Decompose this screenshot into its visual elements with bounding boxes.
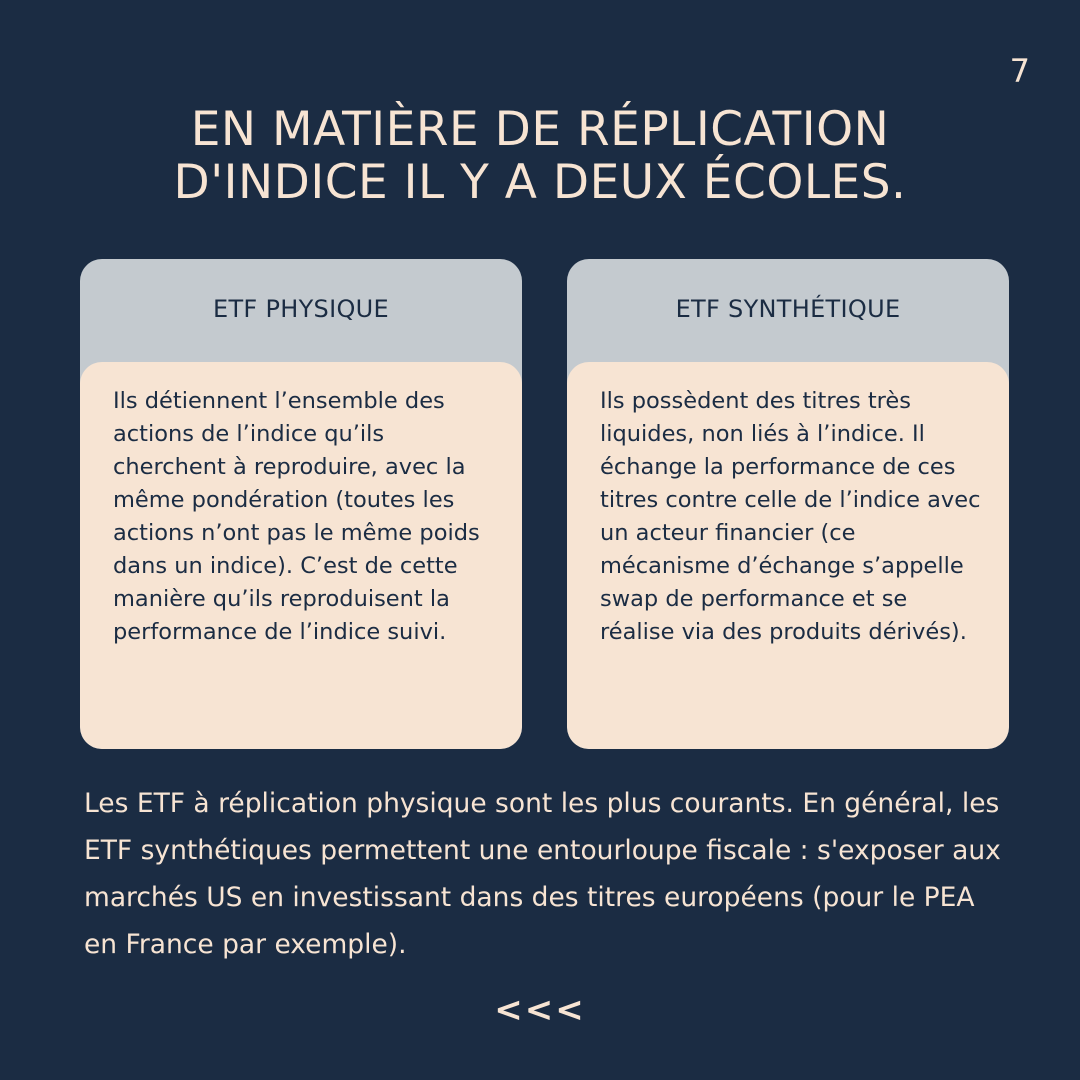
previous-button[interactable]: <<< [494, 990, 586, 1030]
card-body: Ils détiennent l’ensemble des actions de l’indice qu’ils cherchent à reproduire, avec la même pondération (toutes les actions n’ont pas le même poids dans un indice). C’est de cette manière qu’ils reproduisent la performance de l’indice suivi. [80, 362, 522, 749]
summary-text: Les ETF à réplication physique sont les plus courants. En général, les ETF synthétiques permettent une entourloupe fiscale : s'exposer aux marchés US en investissant dans des titres européens (pour le PEA en France par exemple). [84, 788, 1001, 960]
page-number: 7 [1009, 52, 1030, 90]
page-title [0, 103, 1080, 209]
card-header: ETF PHYSIQUE [213, 294, 389, 323]
title-line-2: D'INDICE IL Y A DEUX ÉCOLES. [173, 155, 907, 210]
card-header: ETF SYNTHÉTIQUE [675, 294, 901, 323]
card-body: Ils possèdent des titres très liquides, non liés à l’indice. Il échange la performance de ces titres contre celle de l’indice avec un acteur financier (ce mécanisme d’échange s’appelle swap de performance et se réalise via des produits dérivés). [567, 362, 1009, 749]
card-etf-synthetique [567, 259, 1009, 749]
card-etf-physique [80, 259, 522, 749]
title-line-1: EN MATIÈRE DE RÉPLICATION [190, 102, 890, 157]
